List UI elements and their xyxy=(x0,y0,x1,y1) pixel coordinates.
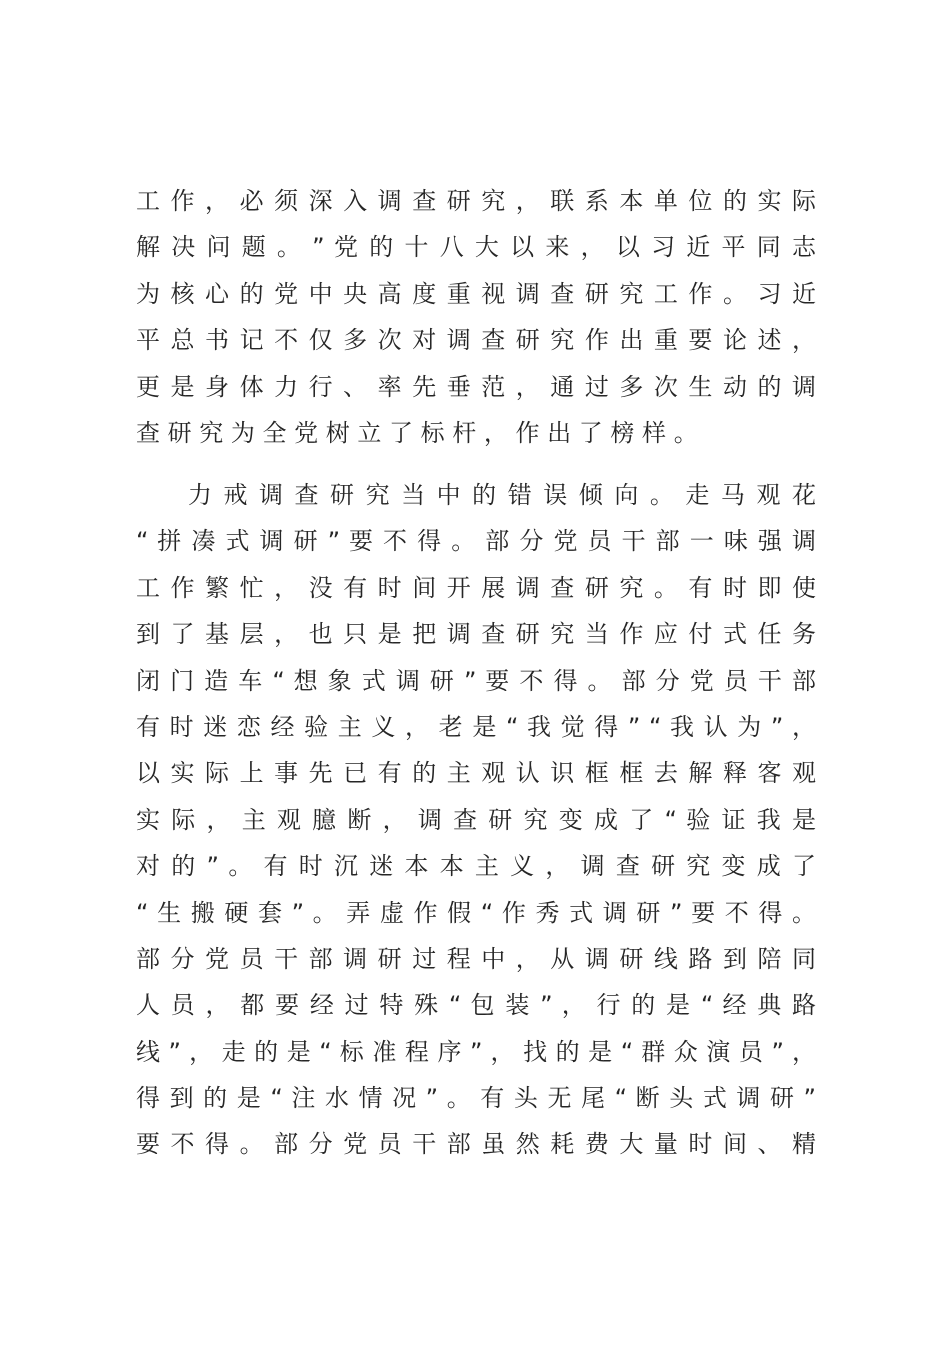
paragraph-line: “ 拼 凑 式 调 研 ” 要 不 得 。 部 分 党 员 干 部 一 味 强 调 xyxy=(136,527,816,556)
paragraph-line: 以 实 际 上 事 先 已 有 的 主 观 认 识 框 框 去 解 释 客 观 xyxy=(136,759,816,788)
paragraph-line: 实 际 ， 主 观 臆 断 ， 调 查 研 究 变 成 了 “ 验 证 我 是 xyxy=(136,805,816,834)
paragraph-line: 对 的 ” 。 有 时 沉 迷 本 本 主 义 ， 调 查 研 究 变 成 了 xyxy=(136,852,816,881)
paragraph-line: “ 生 搬 硬 套 ” 。 弄 虚 作 假 “ 作 秀 式 调 研 ” 要 不 得 。 xyxy=(136,898,816,927)
paragraph-line: 平 总 书 记 不 仅 多 次 对 调 查 研 究 作 出 重 要 论 述 ， xyxy=(136,326,816,355)
paragraph-line: 得 到 的 是 “ 注 水 情 况 ” 。 有 头 无 尾 “ 断 头 式 调 研 ” xyxy=(136,1084,816,1113)
paragraph-line: 更 是 身 体 力 行 、 率 先 垂 范 ， 通 过 多 次 生 动 的 调 xyxy=(136,372,816,401)
paragraph-line: 工 作 繁 忙 ， 没 有 时 间 开 展 调 查 研 究 。 有 时 即 使 xyxy=(136,573,816,602)
paragraph-line: 要 不 得 。 部 分 党 员 干 部 虽 然 耗 费 大 量 时 间 、 精 xyxy=(136,1130,816,1159)
paragraph-line: 线 ” ， 走 的 是 “ 标 准 程 序 ” ， 找 的 是 “ 群 众 演 员 ” ， xyxy=(136,1037,816,1066)
paragraph-line: 闭 门 造 车 “ 想 象 式 调 研 ” 要 不 得 。 部 分 党 员 干 部 xyxy=(136,666,816,695)
paragraph-line: 到 了 基 层 ， 也 只 是 把 调 查 研 究 当 作 应 付 式 任 务 xyxy=(136,620,816,649)
paragraph-line: 力 戒 调 查 研 究 当 中 的 错 误 倾 向 。 走 马 观 花 xyxy=(136,481,816,509)
paragraph-line: 解 决 问 题 。 ” 党 的 十 八 大 以 来 ， 以 习 近 平 同 志 xyxy=(136,233,816,262)
paragraph-2 xyxy=(136,472,816,1168)
paragraph-1 xyxy=(136,178,816,456)
paragraph-line: 人 员 ， 都 要 经 过 特 殊 “ 包 装 ” ， 行 的 是 “ 经 典 路 xyxy=(136,991,816,1020)
paragraph-line: 为 核 心 的 党 中 央 高 度 重 视 调 查 研 究 工 作 。 习 近 xyxy=(136,279,816,308)
paragraph-line: 工 作 ， 必 须 深 入 调 查 研 究 ， 联 系 本 单 位 的 实 际 xyxy=(136,187,816,215)
paragraph-line-last: 查 研 究 为 全 党 树 立 了 标 杆 ， 作 出 了 榜 样 。 xyxy=(136,418,698,447)
paragraph-line: 有 时 迷 恋 经 验 主 义 ， 老 是 “ 我 觉 得 ” “ 我 认 为 ” ， xyxy=(136,712,816,741)
paragraph-line: 部 分 党 员 干 部 调 研 过 程 中 ， 从 调 研 线 路 到 陪 同 xyxy=(136,944,816,973)
